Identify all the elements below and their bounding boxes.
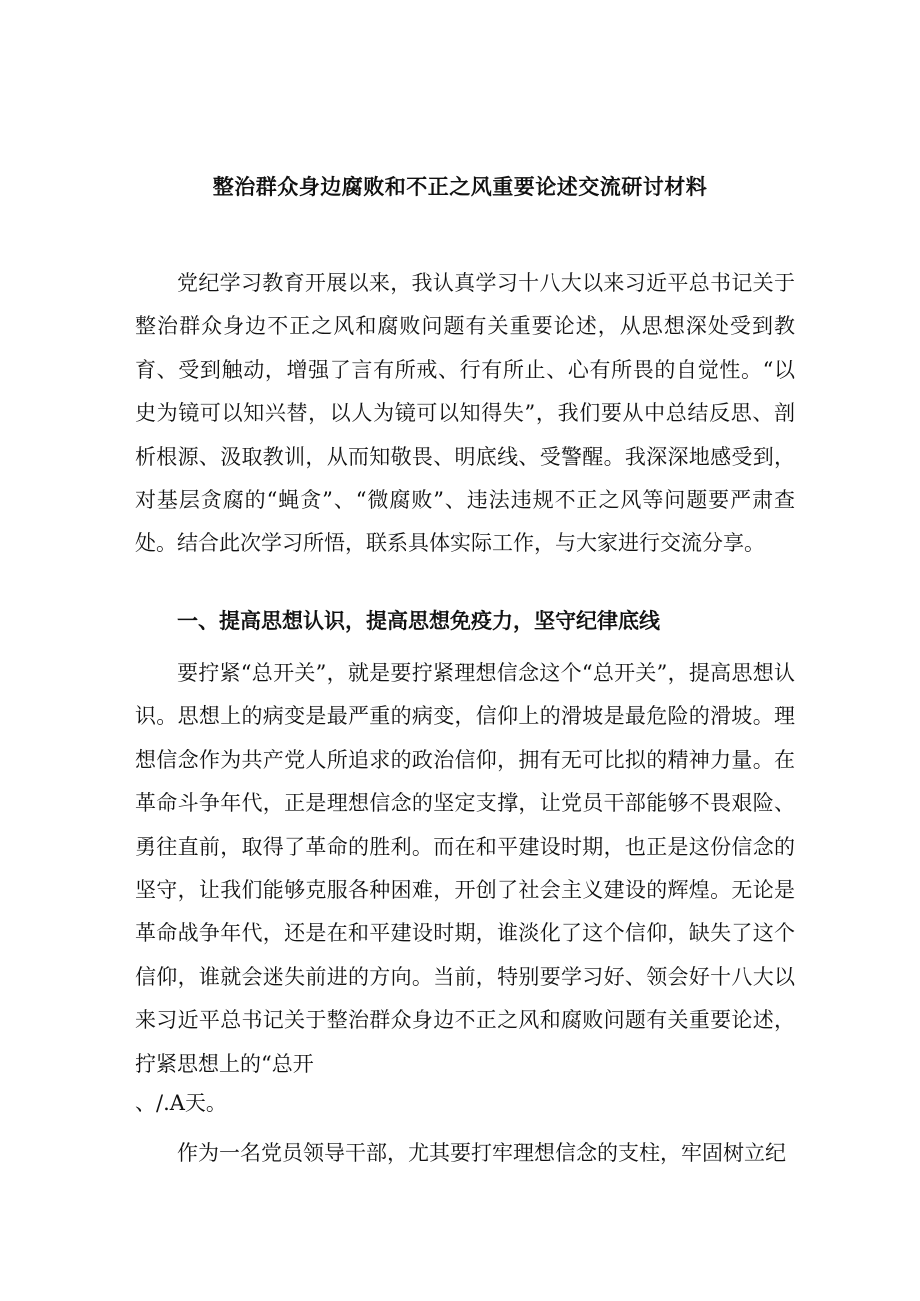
section-1-paragraph: 要拧紧“总开关”，就是要拧紧理想信念这个“总开关”，提高思想认识。思想上的病变是最严重的病变，信仰上的滑坡是最危险的滑坡。理想信念作为共产党人所追求的政治信仰，拥有无可比拟的精神力量。在革命斗争年代，正是理想信念的坚定支撑，让党员干部能够不畏艰险、勇往直前，取得了革命的胜利。而在和平建设时期，也正是这份信念的坚守，让我们能够克服各种困难，开创了社会主义建设的辉煌。无论是革命战争年代，还是在和平建设时期，谁淡化了这个信仰，缺失了这个信仰，谁就会迷失前进的方向。当前，特别要学习好、领会好十八大以来习近平总书记关于整治群众身边不正之风和腐败问题有关重要论述，拧紧思想上的“总开: [135, 661, 795, 1076]
section-1-paragraph-2: 作为一名党员领导干部，尤其要打牢理想信念的支柱，牢固树立纪: [177, 1141, 786, 1165]
intro-paragraph: 党纪学习教育开展以来，我认真学习十八大以来习近平总书记关于整治群众身边不正之风和腐败问题有关重要论述，从思想深处受到教育、受到触动，增强了言有所戒、行有所止、心有所畏的自觉性。“以史为镜可以知兴替，以人为镜可以知得失”，我们要从中总结反思、剖析根源、汲取教训，从而知敬畏、明底线、受警醒。我深深地感受到，对基层贪腐的“蝇贪”、“微腐败”、违法违规不正之风等问题要严肃查处。结合此次学习所悟，联系具体实际工作，与大家进行交流分享。: [135, 271, 795, 556]
document-title: 整治群众身边腐败和不正之风重要论述交流研讨材料: [212, 174, 708, 199]
text-fragment: 、/.A天。: [135, 1091, 227, 1115]
section-heading-1: 一、提高思想认识，提高思想免疫力，坚守纪律底线: [177, 608, 660, 633]
